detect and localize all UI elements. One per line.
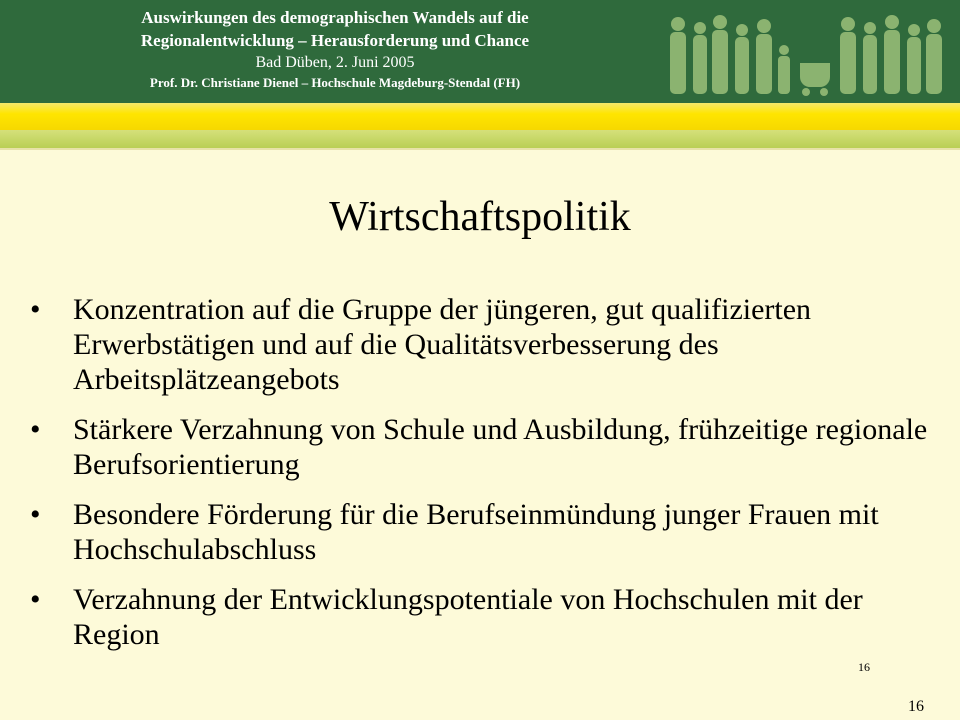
bullet-item-4 — [30, 582, 930, 652]
bullet-text: Besondere Förderung für die Berufseinmündung junger Frauen mit Hochschulabschluss — [73, 498, 879, 566]
bullet-marker: • — [30, 293, 41, 326]
bullet-marker: • — [30, 498, 41, 531]
header-author: Prof. Dr. Christiane Dienel – Hochschule Magdeburg-Stendal (FH) — [149, 75, 521, 90]
header-place-date: Bad Düben, 2. Juni 2005 — [255, 54, 415, 71]
header-divider — [0, 148, 960, 150]
page-number-outer: 16 — [908, 698, 924, 715]
crowd-silhouettes-icon — [660, 8, 950, 98]
bullet-text: Konzentration auf die Gruppe der jüngeren, gut qualifizierten Erwerbstätigen und auf die Qualitätsverbesserung des Arbeitsplätzeangebots — [73, 293, 812, 396]
slide-title: Wirtschaftspolitik — [329, 194, 631, 240]
header-text-block — [40, 6, 630, 92]
bullet-marker: • — [30, 583, 41, 616]
bullet-item-1 — [30, 292, 930, 397]
header-title-line-2: Regionalentwicklung – Herausforderung und Chance — [140, 31, 530, 50]
slide-header — [0, 0, 960, 103]
header-yellow-band — [0, 103, 960, 130]
bullet-item-3 — [30, 497, 930, 567]
header-title-line-1: Auswirkungen des demographischen Wandels auf die — [141, 8, 529, 27]
page-number-inner: 16 — [858, 660, 870, 674]
bullet-list — [30, 292, 930, 667]
bullet-marker: • — [30, 413, 41, 446]
bullet-text: Verzahnung der Entwicklungspotentiale von Hochschulen mit der Region — [73, 583, 863, 651]
header-green-band — [0, 130, 960, 148]
bullet-text: Stärkere Verzahnung von Schule und Ausbildung, frühzeitige regionale Berufsorientierung — [73, 413, 928, 481]
bullet-item-2 — [30, 412, 930, 482]
